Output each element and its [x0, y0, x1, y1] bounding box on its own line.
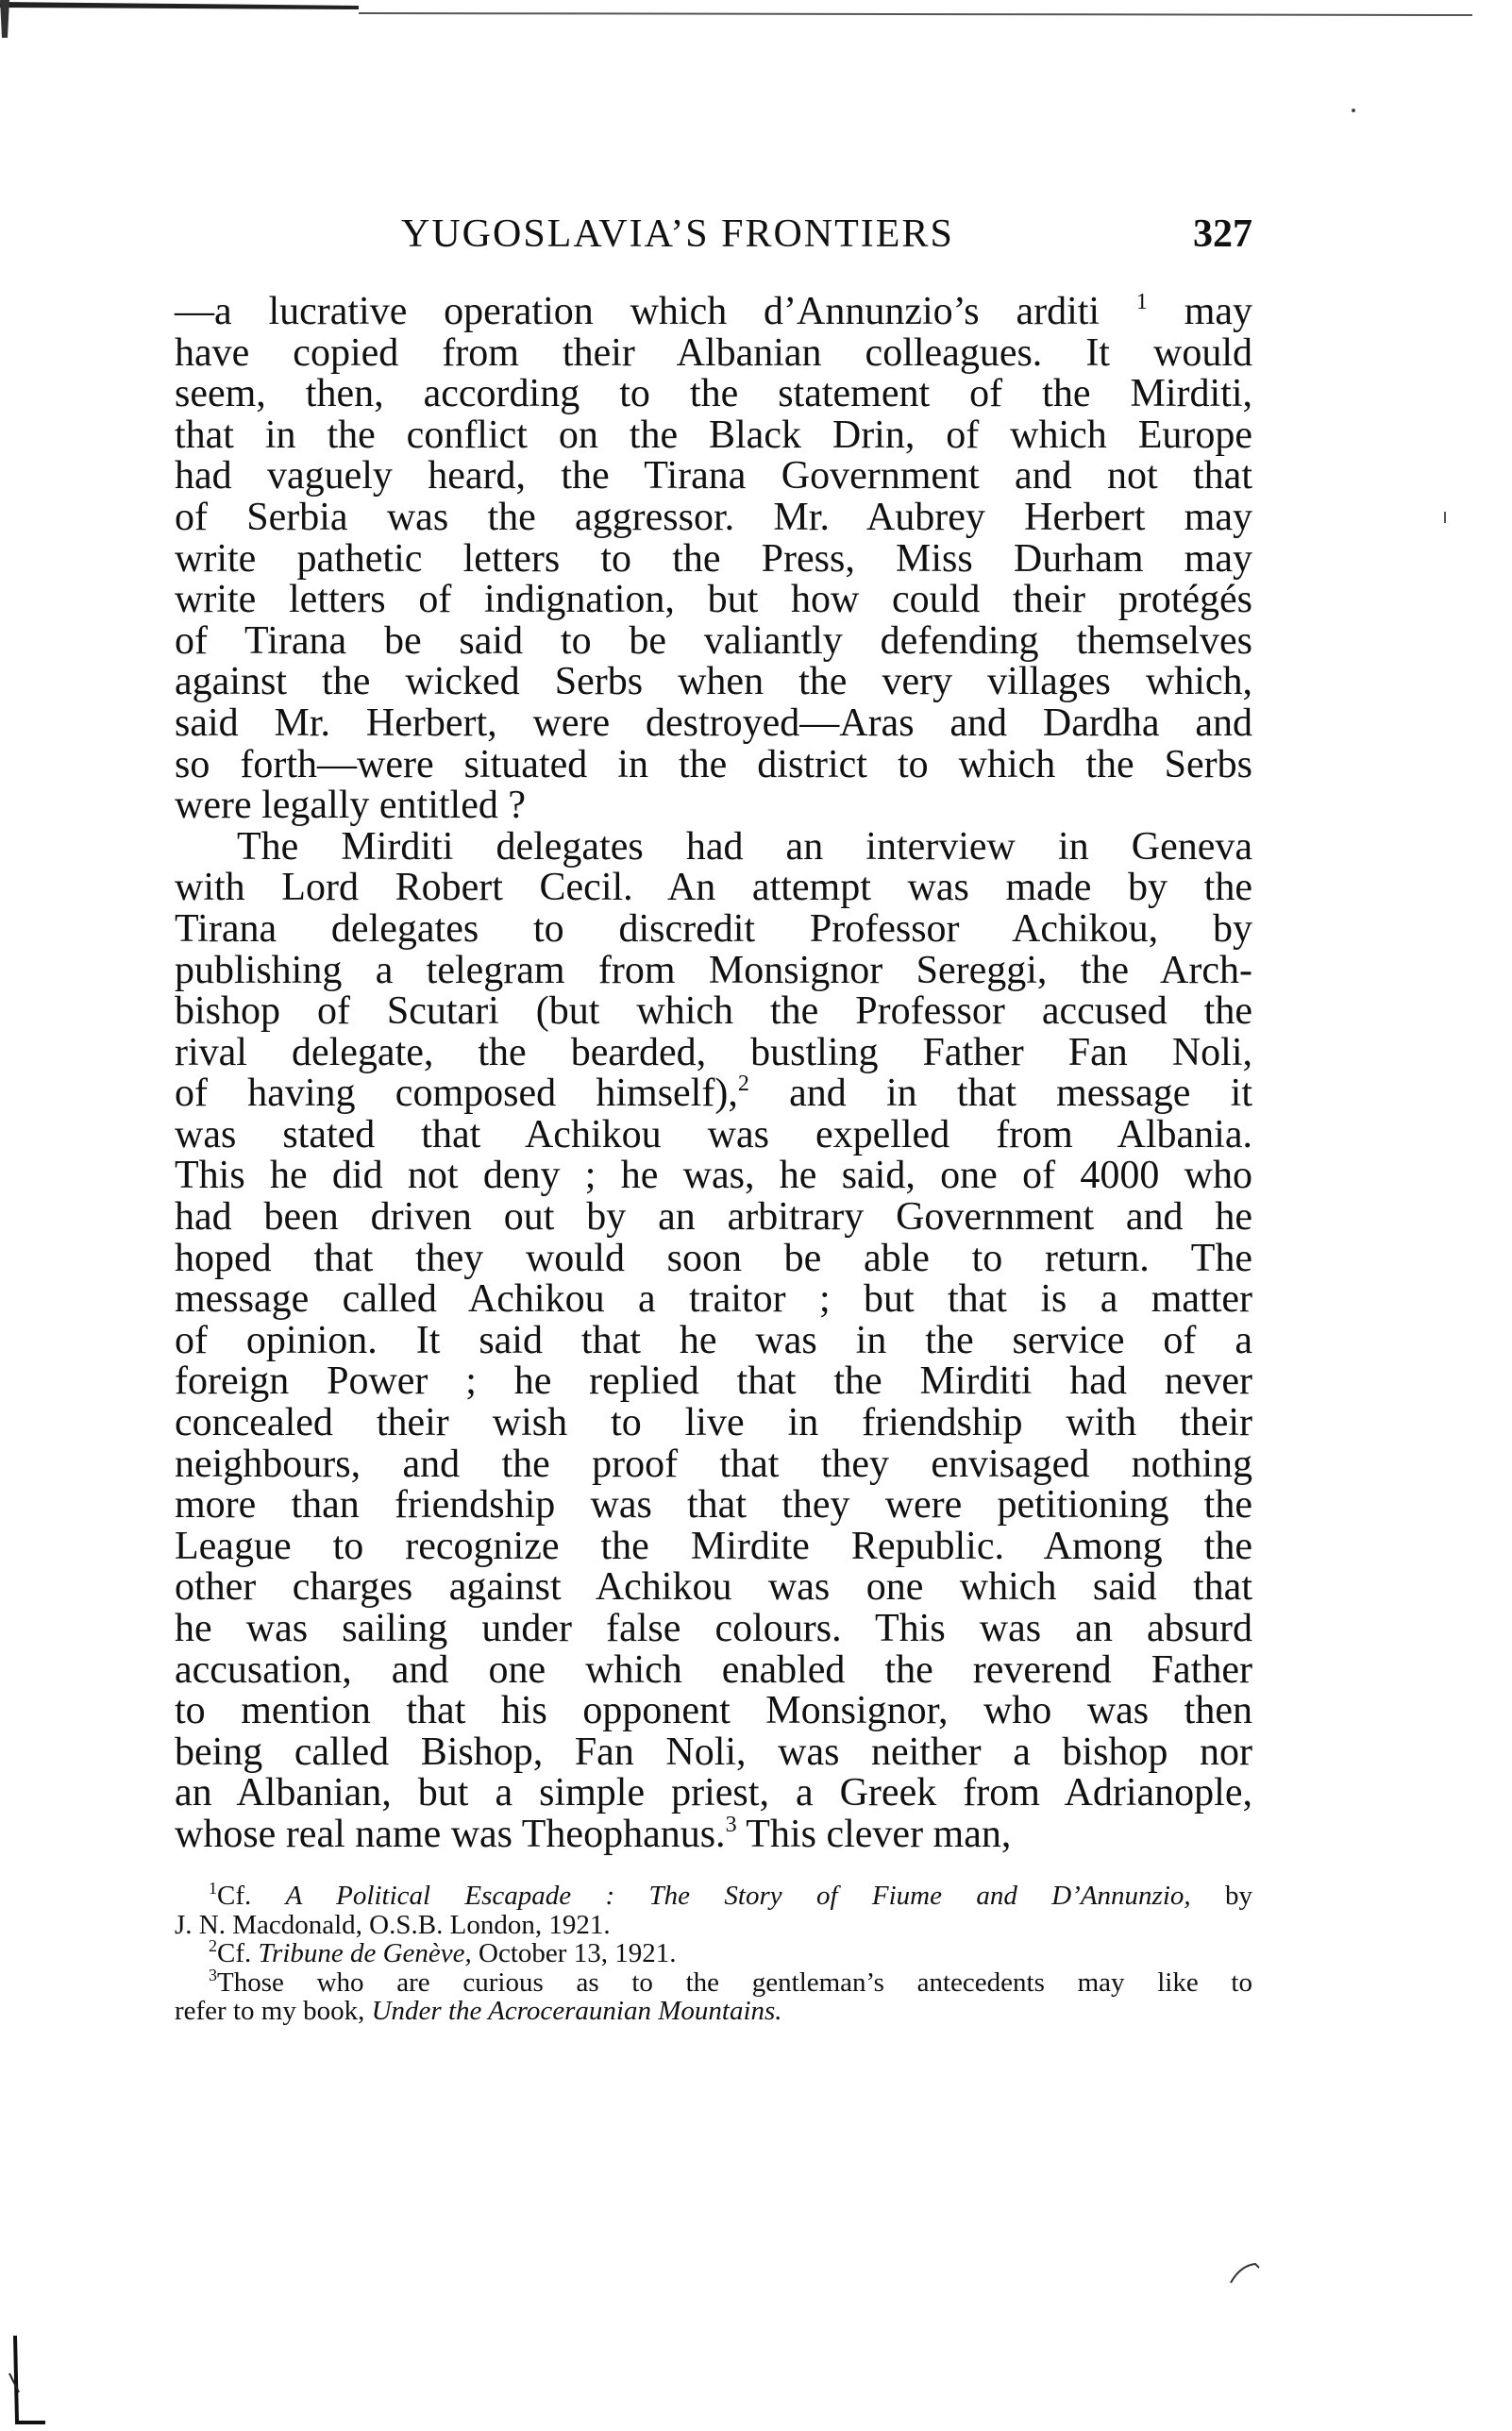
footnote-text: by: [1190, 1881, 1253, 1911]
text-line: [175, 456, 1252, 498]
text-line: [175, 1318, 1252, 1362]
footnote-marker: 1: [209, 1879, 217, 1898]
print-speck: [1350, 102, 1357, 110]
page-number: 327: [1193, 212, 1252, 256]
text-segment: so forth—were situated in the district to which the Serbs: [175, 742, 1252, 786]
text-line: [175, 703, 1252, 745]
print-speck: [1442, 510, 1448, 525]
text-line: [175, 1030, 1252, 1074]
text-segment: rival delegate, the bearded, bustling Father Fan Noli,: [175, 1030, 1252, 1074]
text-line: [175, 1567, 1252, 1609]
text-segment: were legally entitled ?: [175, 784, 526, 828]
corner-crop-mark: [4, 2336, 45, 2426]
text-segment: accusation, and one which enabled the reverend Father: [175, 1647, 1252, 1692]
text-line: [175, 991, 1252, 1033]
text-segment: he was sailing under false colours. This was an absurd: [175, 1607, 1252, 1650]
text-line: [175, 618, 1252, 663]
footnote-title: A Political Escapade : The Story of Fiume and D’Annunzio,: [285, 1881, 1191, 1911]
text-segment: against the wicked Serbs when the very villages which,: [175, 660, 1252, 704]
footnote-text: Cf.: [217, 1938, 259, 1968]
footnote-ref: 1: [1135, 290, 1148, 314]
text-line: [175, 292, 1252, 333]
footnote-text: Those who are curious as to the gentleman’s antecedents may like to: [217, 1967, 1252, 1998]
text-segment: to mention that his opponent Monsignor, who was then: [175, 1689, 1252, 1733]
text-segment: more than friendship was that they were petitioning the: [175, 1483, 1252, 1528]
text-segment: —a lucrative operation which d’Annunzio’s arditi: [175, 290, 1136, 333]
footnotes: [175, 1879, 1253, 2026]
text-line: [175, 1361, 1252, 1403]
text-segment: of Tirana be said to be valiantly defending themselves: [175, 618, 1252, 663]
text-segment: publishing a telegram from Monsignor Sereggi, the Arch-: [175, 948, 1252, 992]
footnote-title: Under the Acroceraunian Mountains.: [371, 1996, 782, 2026]
text-segment: other charges against Achikou was one which said that: [175, 1565, 1252, 1610]
footnote-text: October 13, 1921.: [471, 1938, 677, 1968]
text-segment: write letters of indignation, but how could their protégés: [175, 578, 1252, 622]
text-segment: had vaguely heard, the Tirana Government and not that: [175, 454, 1252, 498]
text-line: [175, 742, 1252, 786]
text-line: [175, 580, 1252, 621]
text-line: [175, 906, 1252, 951]
text-line: [175, 1647, 1252, 1692]
text-line: [175, 330, 1252, 375]
running-head: [175, 206, 1252, 262]
text-segment: had been driven out by an arbitrary Government and he: [175, 1195, 1252, 1240]
text-segment: League to recognize the Mirdite Republic. Among the: [175, 1524, 1252, 1568]
text-segment: neighbours, and the proof that they envisaged nothing: [175, 1442, 1252, 1486]
text-line: [175, 1444, 1252, 1486]
footnote-1: [175, 1879, 1253, 1911]
text-segment: of Serbia was the aggressor. Mr. Aubrey Herbert may: [175, 495, 1252, 539]
text-line: [175, 1073, 1252, 1115]
text-segment: being called Bishop, Fan Noli, was neither a bishop nor: [175, 1730, 1252, 1774]
footnote-ref: 2: [737, 1072, 749, 1097]
text-segment: write pathetic letters to the Press, Miss Durham may: [175, 536, 1252, 581]
text-segment: was stated that Achikou was expelled from Albania.: [175, 1112, 1252, 1156]
text-segment: of having composed himself),: [175, 1072, 738, 1116]
footnote-text: refer to my book,: [175, 1996, 372, 2026]
text-line: [175, 662, 1252, 703]
text-segment: bishop of Scutari (but which the Professor accused the: [175, 989, 1252, 1034]
text-line: [175, 415, 1252, 457]
footnote-title: Tribune de Genève,: [258, 1938, 472, 1968]
text-line: [175, 374, 1252, 415]
text-segment: may: [1147, 290, 1253, 333]
text-segment: concealed their wish to live in friendship with their: [175, 1401, 1252, 1445]
text-line: [175, 868, 1252, 909]
top-page-rule: [0, 0, 1472, 38]
footnote-marker: 2: [209, 1936, 217, 1955]
text-line: [175, 536, 1252, 581]
text-line: [175, 1236, 1252, 1280]
text-line: [175, 1691, 1252, 1732]
text-segment: an Albanian, but a simple priest, a Greek from Adrianople,: [175, 1771, 1252, 1815]
footnote-2: [175, 1936, 1252, 1968]
text-line: [175, 1812, 1252, 1856]
text-segment: said Mr. Herbert, were destroyed—Aras and Dardha and: [175, 701, 1252, 745]
body-text: [175, 292, 1252, 1856]
text-line: [175, 948, 1252, 992]
text-segment: seem, then, according to the statement of the Mirditi,: [175, 372, 1252, 416]
text-segment: foreign Power ; he replied that the Mirditi had never: [175, 1359, 1252, 1404]
text-segment: of opinion. It said that he was in the service of a: [175, 1318, 1252, 1362]
text-segment: Tirana delegates to discredit Professor Achikou, by: [175, 906, 1252, 951]
text-line: [175, 824, 1252, 869]
running-title: YUGOSLAVIA’S FRONTIERS: [401, 212, 954, 256]
footnote-1-continued: [175, 1911, 1252, 1940]
text-line: [175, 1485, 1252, 1527]
text-segment: hoped that they would soon be able to return. The: [175, 1236, 1252, 1280]
text-segment: that in the conflict on the Black Drin, of which Europe: [175, 413, 1252, 457]
text-segment: This he did not deny ; he was, he said, one of 4000 who: [175, 1154, 1252, 1198]
footnote-3-continued: [175, 1997, 1252, 2026]
text-segment: The Mirditi delegates had an interview in Geneva: [237, 824, 1252, 869]
footnote-3: [175, 1965, 1252, 1998]
text-line: [175, 1732, 1252, 1774]
text-segment: This clever man,: [736, 1812, 1012, 1856]
text-segment: with Lord Robert Cecil. An attempt was made by the: [175, 866, 1252, 910]
text-line: [175, 1524, 1252, 1568]
text-line: [175, 1197, 1252, 1239]
text-line: [175, 1609, 1252, 1650]
text-line: [175, 1403, 1252, 1444]
footnote-marker: 3: [209, 1965, 217, 1984]
footnote-text: Cf.: [217, 1881, 286, 1911]
text-line: [175, 1279, 1252, 1321]
text-segment: whose real name was Theophanus.: [175, 1812, 726, 1856]
print-speck: [1227, 2258, 1267, 2287]
footnote-text: J. N. Macdonald, O.S.B. London, 1921.: [175, 1909, 611, 1940]
text-line: [175, 495, 1252, 539]
text-segment: have copied from their Albanian colleagues. It would: [175, 330, 1252, 375]
text-line: [175, 1112, 1252, 1156]
text-line: [175, 1156, 1252, 1197]
footnote-ref: 3: [725, 1812, 737, 1837]
text-line: [175, 785, 1252, 827]
text-segment: and in that message it: [748, 1072, 1252, 1116]
text-segment: message called Achikou a traitor ; but that is a matter: [175, 1277, 1252, 1322]
text-line: [175, 1773, 1252, 1815]
